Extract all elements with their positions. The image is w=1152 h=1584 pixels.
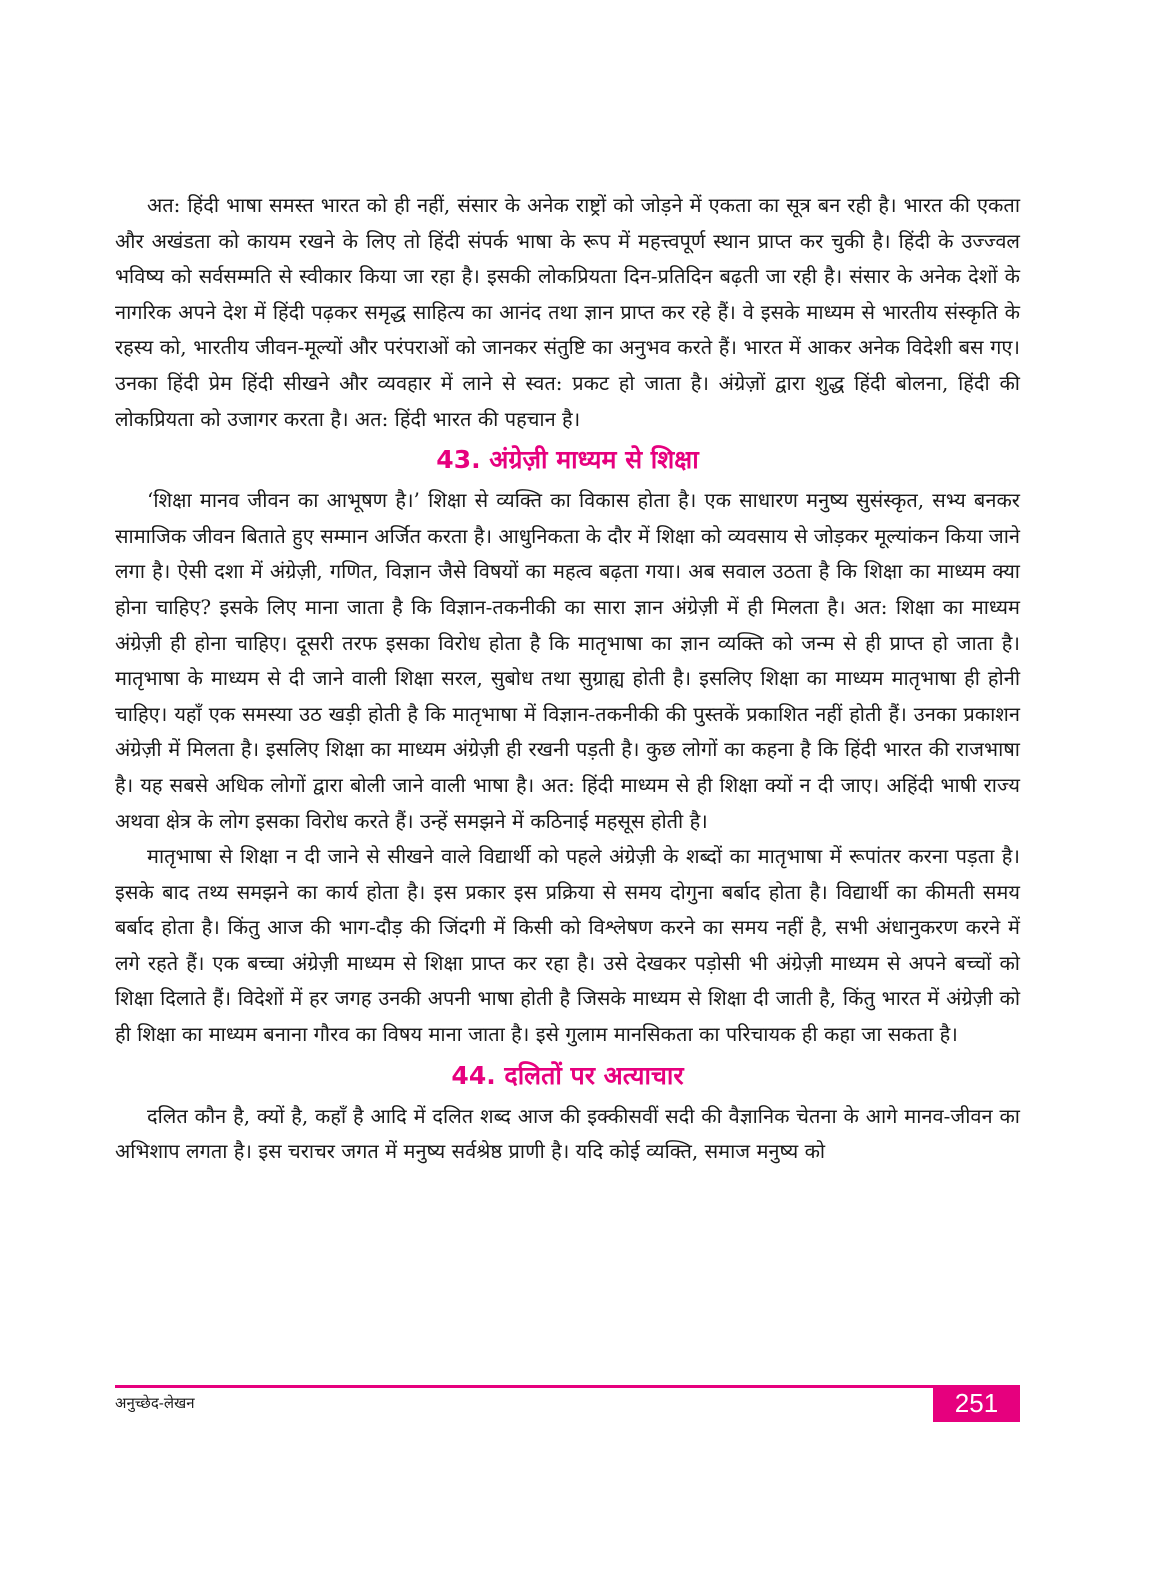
- section-43-paragraph-1: ‘शिक्षा मानव जीवन का आभूषण है।’ शिक्षा से व्यक्ति का विकास होता है। एक साधारण मनुष्य सुसंस्कृत, सभ्य बनकर सामाजिक जीवन बिताते हुए सम्मान अर्जित करता है। आधुनिकता के दौर में शिक्षा को व्यवसाय से जोड़कर मूल्यांकन किया जाने लगा है। ऐसी दशा में अंग्रेज़ी, गणित, विज्ञान जैसे विषयों का महत्व बढ़ता गया। अब सवाल उठता है कि शिक्षा का माध्यम क्या होना चाहिए? इसके लिए माना जाता है कि विज्ञान-तकनीकी का सारा ज्ञान अंग्रेज़ी में ही मिलता है। अत: शिक्षा का माध्यम अंग्रेज़ी ही होना चाहिए। दूसरी तरफ इसका विरोध होता है कि मातृभाषा का ज्ञान व्यक्ति को जन्म से ही प्राप्त हो जाता है। मातृभाषा के माध्यम से दी जाने वाली शिक्षा सरल, सुबोध तथा सुग्राह्य होती है। इसलिए शिक्षा का माध्यम मातृभाषा ही होनी चाहिए। यहाँ एक समस्या उठ खड़ी होती है कि मातृभाषा में विज्ञान-तकनीकी की पुस्तकें प्रकाशित नहीं होती हैं। उनका प्रकाशन अंग्रेज़ी में मिलता है। इसलिए शिक्षा का माध्यम अंग्रेज़ी ही रखनी पड़ती है। कुछ लोगों का कहना है कि हिंदी भारत की राजभाषा है। यह सबसे अधिक लोगों द्वारा बोली जाने वाली भाषा है। अत: हिंदी माध्यम से ही शिक्षा क्यों न दी जाए। अहिंदी भाषी राज्य अथवा क्षेत्र के लोग इसका विरोध करते हैं। उन्हें समझने में कठिनाई महसूस होती है।: [115, 488, 1020, 833]
- intro-paragraph: अत: हिंदी भाषा समस्त भारत को ही नहीं, संसार के अनेक राष्ट्रों को जोड़ने में एकता का सूत्र बन रही है। भारत की एकता और अखंडता को कायम रखने के लिए तो हिंदी संपर्क भाषा के रूप में महत्त्वपूर्ण स्थान प्राप्त कर चुकी है। हिंदी के उज्ज्वल भविष्य को सर्वसम्मति से स्वीकार किया जा रहा है। इसकी लोकप्रियता दिन-प्रतिदिन बढ़ती जा रही है। संसार के अनेक देशों के नागरिक अपने देश में हिंदी पढ़कर समृद्ध साहित्य का आनंद तथा ज्ञान प्राप्त कर रहे हैं। वे इसके माध्यम से भारतीय संस्कृति के रहस्य को, भारतीय जीवन-मूल्यों और परंपराओं को जानकर संतुष्टि का अनुभव करते हैं। भारत में आकर अनेक विदेशी बस गए। उनका हिंदी प्रेम हिंदी सीखने और व्यवहार में लाने से स्वत: प्रकट हो जाता है। अंग्रेज़ों द्वारा शुद्ध हिंदी बोलना, हिंदी की लोकप्रियता को उजागर करता है। अत: हिंदी भारत की पहचान है।: [115, 193, 1020, 431]
- section-44-paragraph-1: दलित कौन है, क्यों है, कहाँ है आदि में दलित शब्द आज की इक्कीसवीं सदी की वैज्ञानिक चेतना के आगे मानव-जीवन का अभिशाप लगता है। इस चराचर जगत में मनुष्य सर्वश्रेष्ठ प्राणी है। यदि कोई व्यक्ति, समाज मनुष्य को: [115, 1103, 1020, 1164]
- page-number-badge: 251: [933, 1385, 1020, 1422]
- section-44-heading: 44. दलितों पर अत्याचार: [451, 1060, 684, 1090]
- footer-chapter-label: अनुच्छेद-लेखन: [115, 1394, 195, 1412]
- section-43-paragraph-2: मातृभाषा से शिक्षा न दी जाने से सीखने वाले विद्यार्थी को पहले अंग्रेज़ी के शब्दों का मातृभाषा में रूपांतर करना पड़ता है। इसके बाद तथ्य समझने का कार्य होता है। इस प्रकार इस प्रक्रिया से समय दोगुना बर्बाद होता है। विद्यार्थी का कीमती समय बर्बाद होता है। किंतु आज की भाग-दौड़ की जिंदगी में किसी को विश्लेषण करने का समय नहीं है, सभी अंधानुकरण करने में लगे रहते हैं। एक बच्चा अंग्रेज़ी माध्यम से शिक्षा प्राप्त कर रहा है। उसे देखकर पड़ोसी भी अंग्रेज़ी माध्यम से अपने बच्चों को शिक्षा दिलाते हैं। विदेशों में हर जगह उनकी अपनी भाषा होती है जिसके माध्यम से शिक्षा दी जाती है, किंतु भारत में अंग्रेज़ी को ही शिक्षा का माध्यम बनाना गौरव का विषय माना जाता है। इसे गुलाम मानसिकता का परिचायक ही कहा जा सकता है।: [115, 844, 1020, 1047]
- footer-divider: [115, 1385, 1020, 1388]
- page-content: [115, 188, 1020, 1170]
- section-43-heading: 43. अंग्रेज़ी माध्यम से शिक्षा: [436, 445, 699, 475]
